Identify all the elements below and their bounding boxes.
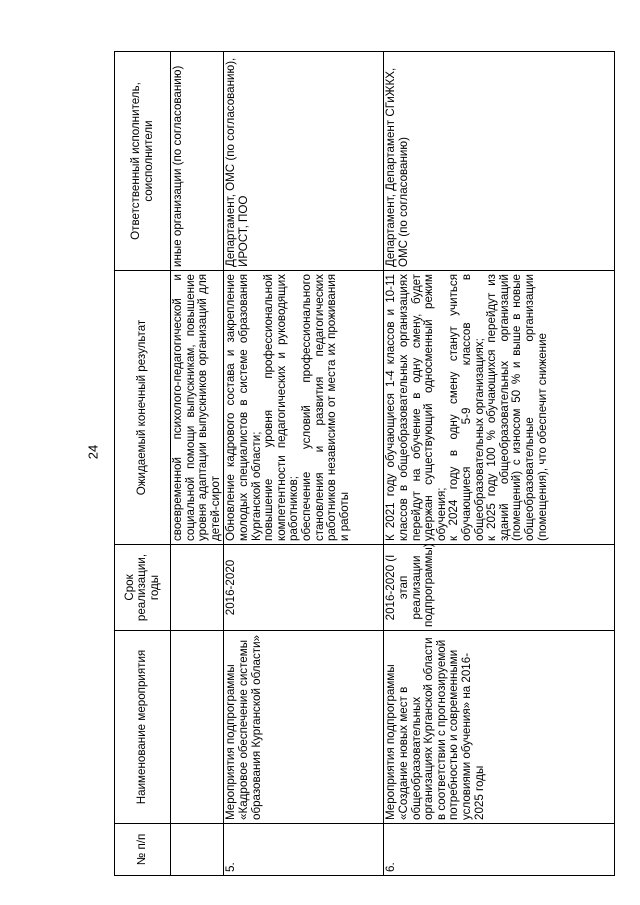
cell-result <box>384 271 615 545</box>
cell-term: 2016-2020 <box>224 545 384 631</box>
header-term: Срок реализации, годы <box>115 545 171 631</box>
table-header-row <box>115 52 171 876</box>
header-num: № п/п <box>115 824 171 876</box>
cell-executor: Департамент, ОМС (по согласованию), ИРОСТ, ПОО <box>224 52 384 271</box>
result-line: повышение уровня профессиональной компетентности педагогических и руководящих работников; <box>262 274 301 541</box>
result-line: К 2021 году обучающиеся 1-4 классов и 10-11 классов в общеобразовательных организациях перейдут на обучение в одну смену, будет удержан существующий односменный режим обучения; <box>384 274 448 541</box>
result-line: своевременной психолого-педагогической и социальной помощи выпускникам, повышение уровня адаптации выпускников организаций для детей-сирот <box>171 274 222 541</box>
cell-term: 2016-2020 (I этап реализации подпрограммы) <box>384 545 615 631</box>
rotated-table-wrapper <box>114 52 612 876</box>
cell-name: Мероприятия подпрограммы «Создание новых мест в общеобразовательных организациях Курганской области в соответствии с прогнозируемой потребностью и современными условиями обучения» на 2016-2025 годы <box>384 631 615 824</box>
header-executor: Ответственный исполнитель, соисполнители <box>115 52 171 271</box>
header-result: Ожидаемый конечный результат <box>115 271 171 545</box>
table-row <box>384 52 615 876</box>
result-line: к 2025 году 100 % обучающихся перейдут из зданий общеобразовательных организаций (помещений) с износом 50 % и выше в новые общеобразовательные организации (помещения), что обеспечит снижение <box>485 274 549 541</box>
cell-result <box>171 271 224 545</box>
table-row <box>224 52 384 876</box>
result-line: к 2024 году в одну смену станут учиться обучающиеся 5-9 классов в общеобразовательных организациях; <box>447 274 486 541</box>
cell-executor: иные организации (по согласованию) <box>171 52 224 271</box>
table-row <box>171 52 224 876</box>
cell-result <box>224 271 384 545</box>
cell-num: 5. <box>224 824 384 876</box>
cell-name: Мероприятия подпрограммы «Кадровое обеспечение системы образования Курганской области» <box>224 631 384 824</box>
cell-num <box>171 824 224 876</box>
result-line: обеспечение условий профессионального становления и развития педагогических работников независимо от места их проживания и работы <box>299 274 351 541</box>
cell-executor: Департамент, Департамент СГиЖКХ, ОМС (по согласованию) <box>384 52 615 271</box>
header-name: Наименование мероприятия <box>115 631 171 824</box>
cell-num: 6. <box>384 824 615 876</box>
result-line: Обновление кадрового состава и закрепление молодых специалистов в системе образования Курганской области; <box>224 274 263 541</box>
page-number: 24 <box>85 444 101 460</box>
cell-term <box>171 545 224 631</box>
cell-name <box>171 631 224 824</box>
measures-table <box>114 51 615 876</box>
